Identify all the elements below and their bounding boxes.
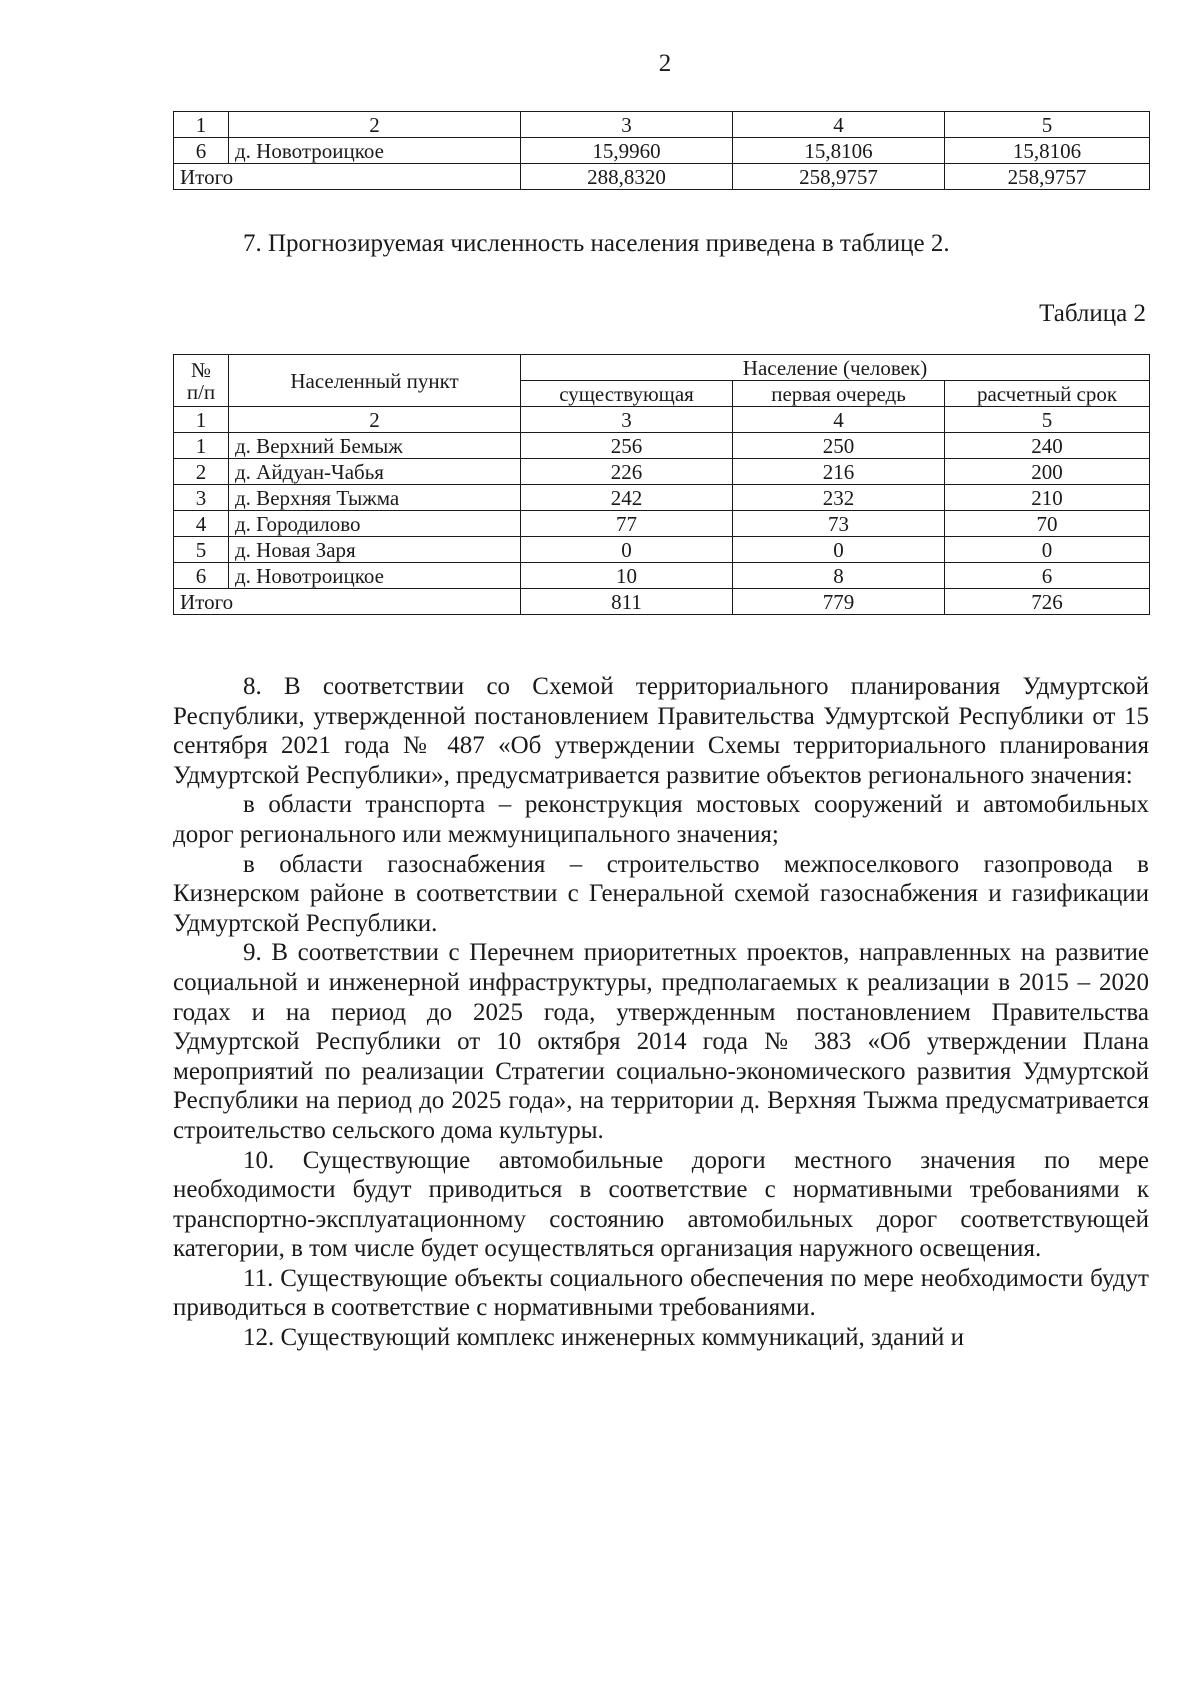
column-number: 5 — [945, 407, 1150, 433]
cell-existing: 226 — [521, 459, 733, 485]
column-number: 3 — [521, 407, 733, 433]
cell-first-stage: 0 — [733, 537, 945, 563]
settlement-name: д. Новая Заря — [229, 537, 521, 563]
cell-calc-term: 70 — [945, 511, 1150, 537]
row-number: 4 — [174, 511, 229, 537]
header-cell: 3 — [521, 112, 733, 138]
table-total-row — [174, 589, 1150, 615]
cell-calc-term: 6 — [945, 563, 1150, 589]
table-row — [174, 433, 1150, 459]
settlement-name: д. Верхний Бемыж — [229, 433, 521, 459]
paragraph-10: 10. Существующие автомобильные дороги местного значения по мере необходимости будут приводиться в соответствие с нормативными требованиями к транспортно-эксплуатационному состоянию автомобильных дорог соответствующей категории, в том числе будет осуществляться организация наружного освещения. — [173, 1146, 1149, 1263]
column-number: 1 — [174, 407, 229, 433]
cell-value: 15,8106 — [733, 138, 945, 164]
header-num: № п/п — [174, 355, 229, 407]
cell-first-stage: 779 — [733, 589, 945, 615]
cell-existing: 10 — [521, 563, 733, 589]
table-row — [174, 537, 1150, 563]
cell-existing: 811 — [521, 589, 733, 615]
paragraph-11: 11. Существующие объекты социального обеспечения по мере необходимости будут приводиться в соответствие с нормативными требованиями. — [173, 1264, 1149, 1322]
paragraph-8-transport: в области транспорта – реконструкция мостовых сооружений и автомобильных дорог регионального или межмуниципального значения; — [173, 791, 1149, 848]
cell-calc-term: 200 — [945, 459, 1150, 485]
header-existing: существующая — [521, 381, 733, 407]
cell-value: 258,9757 — [733, 164, 945, 190]
row-number: 6 — [174, 138, 229, 164]
page-number: 2 — [658, 50, 672, 77]
cell-calc-term: 240 — [945, 433, 1150, 459]
header-settlement: Населенный пункт — [229, 355, 521, 407]
table-row — [174, 459, 1150, 485]
table-2-population — [173, 354, 1150, 615]
paragraph-8-gas: в области газоснабжения – строительство межпоселкового газопровода в Кизнерском районе в соответствии с Генеральной схемой газоснабжения и газификации Удмуртской Республики. — [173, 850, 1149, 937]
header-cell: 4 — [733, 112, 945, 138]
settlement-name: д. Верхняя Тыжма — [229, 485, 521, 511]
cell-first-stage: 216 — [733, 459, 945, 485]
header-cell: 5 — [945, 112, 1150, 138]
cell-existing: 242 — [521, 485, 733, 511]
header-first-stage: первая очередь — [733, 381, 945, 407]
table-row — [174, 563, 1150, 589]
settlement-name: д. Айдуан-Чабья — [229, 459, 521, 485]
column-number: 2 — [229, 407, 521, 433]
cell-existing: 256 — [521, 433, 733, 459]
cell-value: 258,9757 — [945, 164, 1150, 190]
row-number: 5 — [174, 537, 229, 563]
total-label: Итого — [174, 164, 521, 190]
header-cell: 1 — [174, 112, 229, 138]
row-number: 6 — [174, 563, 229, 589]
cell-value: 15,8106 — [945, 138, 1150, 164]
table-header-row — [174, 112, 1150, 138]
header-population: Население (человек) — [521, 355, 1150, 381]
paragraph-12: 12. Существующий комплекс инженерных коммуникаций, зданий и — [243, 1324, 964, 1352]
cell-existing: 0 — [521, 537, 733, 563]
row-number: 3 — [174, 485, 229, 511]
row-number: 1 — [174, 433, 229, 459]
cell-value: 288,8320 — [521, 164, 733, 190]
row-number: 2 — [174, 459, 229, 485]
body-text — [173, 672, 1149, 1353]
cell-calc-term: 726 — [945, 589, 1150, 615]
table-header-row — [174, 355, 1150, 381]
paragraph-7: 7. Прогнозируемая численность населения приведена в таблице 2. — [243, 230, 950, 257]
cell-calc-term: 0 — [945, 537, 1150, 563]
table-row — [174, 485, 1150, 511]
cell-existing: 77 — [521, 511, 733, 537]
cell-value: 15,9960 — [521, 138, 733, 164]
table-total-row — [174, 164, 1150, 190]
total-label: Итого — [174, 589, 521, 615]
settlement-name: д. Новотроицкое — [229, 563, 521, 589]
table-row — [174, 511, 1150, 537]
settlement-name: д. Городилово — [229, 511, 521, 537]
header-calc-term: расчетный срок — [945, 381, 1150, 407]
cell-calc-term: 210 — [945, 485, 1150, 511]
table-2-caption: Таблица 2 — [1039, 300, 1146, 327]
settlement-name: д. Новотроицкое — [229, 138, 521, 164]
column-number: 4 — [733, 407, 945, 433]
cell-first-stage: 73 — [733, 511, 945, 537]
cell-first-stage: 8 — [733, 563, 945, 589]
table-row — [174, 138, 1150, 164]
cell-first-stage: 250 — [733, 433, 945, 459]
table-1-continuation — [173, 111, 1150, 190]
header-cell: 2 — [229, 112, 521, 138]
paragraph-9: 9. В соответствии с Перечнем приоритетных проектов, направленных на развитие социальной и инженерной инфраструктуры, предполагаемых к реализации в 2015 – 2020 годах и на период до 2025 года, утвержденным постановлением Правительства Удмуртской Республики от 10 октября 2014 года № 383 «Об утверждении Плана мероприятий по реализации Стратегии социально-экономического развития Удмуртской Республики на период до 2025 года», на территории д. Верхняя Тыжма предусматривается строительство сельского дома культуры. — [173, 939, 1149, 1144]
cell-first-stage: 232 — [733, 485, 945, 511]
paragraph-8: 8. В соответствии со Схемой территориального планирования Удмуртской Республики, утвержденной постановлением Правительства Удмуртской Республики от 15 сентября 2021 года № 487 «Об утверждении Схемы территориального планирования Удмуртской Республики», предусматривается развитие объектов регионального значения: — [173, 673, 1149, 789]
column-numbers-row — [174, 407, 1150, 433]
